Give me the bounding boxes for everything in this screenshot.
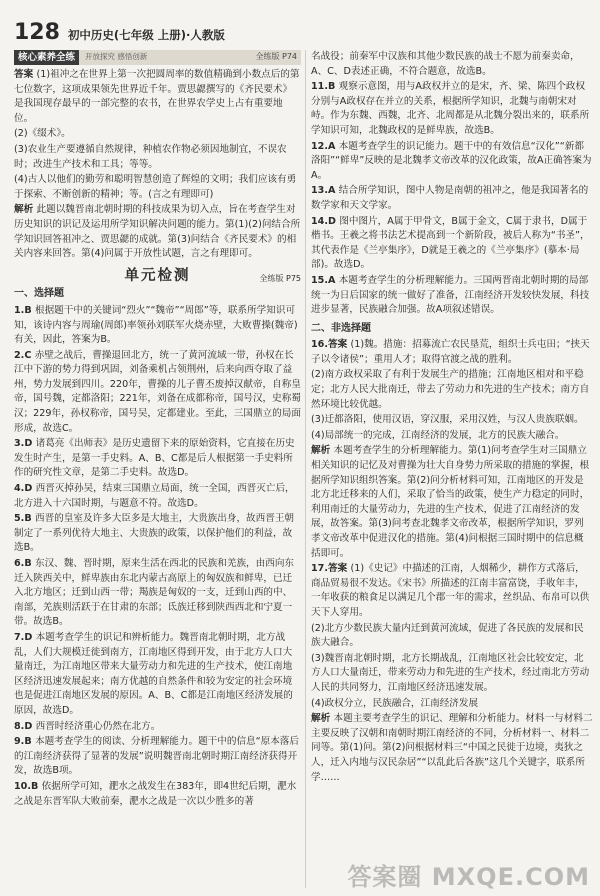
band-tag: 核心素养全练 [14,50,79,65]
answer-text: 西晋时经济重心仍然在北方。 [35,720,161,732]
page-number: 128 [14,20,60,45]
answer-item [311,274,593,318]
answer-item [311,184,593,213]
answer-text: 本题考查学生的识记能力。题干中的有效信息“汉化”“新都洛阳”“鲜卑”反映的是北魏孝文帝改革的汉化政策，故A正确答案为A。 [311,140,592,181]
choice-heading: 一、选择题 [14,288,64,300]
watermark-logo: 答案圈 MXQE.COM [347,863,590,891]
answer-key: 8.D [14,720,36,732]
answer-key: 9.B [14,736,35,748]
answer-paragraph [14,127,301,142]
section-band [14,50,301,65]
answer-key: 16.答案 [311,339,351,351]
answer-key: 13.A [311,185,339,197]
answer-text: (2)南方政权采取了有利于发展生产的措施；江南地区相对和平稳定；北方人民大批南迁，带去了劳动力和先进的生产技术；南方自然环境比较优越。 [311,369,590,410]
answer-key: 3.D [14,438,36,450]
answer-text: 本题考查学生的分析理解能力。三国两晋南北朝时期的局部统一为日后国家的统一做好了准备，江南经济开发较快发展，科技进步显著，民族融合加强。故A项叙述错误。 [311,274,590,316]
answer-text: 依据所学可知，淝水之战发生在383年，即4世纪后期，淝水之战是东晋军队大败前秦，淝水之战是一次以少胜多的著 [14,780,297,807]
answer-item [311,444,593,561]
answer-item [311,697,593,712]
answer-text: (2)北方少数民族大量内迁到黄河流域，促进了各民族的发展和民族大融合。 [311,622,584,649]
answer-item [14,304,301,348]
answer-text: 赤壁之战后，曹操退回北方，统一了黄河流域一带，孙权在长江中下游的势力得到巩固，刘备乘机占领荆州，后来向西夺取了益州，势力发展到四川。220年，曹操的儿子曹丕废掉汉献帝，自称皇帝，国号魏，定都洛阳；221年，刘备在成都称帝，国号汉，史称蜀汉；229年，孙权称帝，国号吴，定都建业。至此，三国鼎立的局面形成，故选C。 [14,349,301,434]
answer-key: 6.B [14,558,35,569]
answer-text: (2)《缀术》。 [14,128,71,140]
non-choice-answers [311,338,593,785]
answer-text: (1)祖冲之在世界上第一次把圆周率的数值精确到小数点后的第七位数字，这项成果领先世界近千年。贾思勰撰写的《齐民要术》是我国现存最早的一部完整的农书，在世界农学史上占有重要地位。 [14,69,300,124]
answer-item [311,50,593,79]
answer-key: 15.A [311,274,339,286]
answer-text: 结合所学知识，图中人物是南朝的祖冲之，他是我国著名的数学家和天文学家。 [311,185,589,211]
answer-text: (4)政权分立，民族融合，江南经济发展 [311,697,479,709]
answer-text: 西晋灭掉孙吴，结束三国鼎立局面，统一全国，西晋灭亡后，北方进入十六国时期，与题意不符。故选D。 [14,483,295,509]
answer-text: 根据题干中的关键词“烈火”“魏帝”“周郎”等，联系所学知识可知，该诗内容与周瑜(周郎)率领孙刘联军火烧赤壁，大败曹操(魏帝)有关，因此，答案为B。 [14,304,298,346]
answer-text: 图中图片，A属于甲骨文，B属于金文，C属于隶书，D属于楷书。王羲之将书法艺术提高到一个新阶段，被后人称为“书圣”，其代表作是《兰亭集序》，D就是王羲之的《兰亭集序》(摹本·局部)。故选D。 [311,215,590,271]
answer-text: 诸葛亮《出师表》是历史遗留下来的原始资料，它直接在历史发生时产生，是第一手史料。A、B、C都是后人根据第一手史料所作的研究性文章，是第二手史料。故选D。 [14,438,295,479]
answer-text: (4)古人以他们的勤劳和聪明智慧创造了辉煌的文明；我们应该有勇于探索、不断创新的精神；等。(言之有理即可) [14,174,297,200]
answer-key: 7.D [14,631,36,643]
answer-item [311,622,593,651]
answer-key: 4.D [14,483,36,495]
answer-item [311,413,593,428]
answer-key: 解析 [311,713,334,725]
answer-text: (1)魏。措施：招募流亡农民垦荒，组织士兵屯田；“挟天子以令诸侯”；重用人才；取得官渡之战的胜利。 [311,339,590,365]
choice-answers [14,304,301,809]
page-header [14,6,225,46]
answer-text: 本题考查学生的阅读、分析理解能力。题干中的信息“原本落后的江南经济获得了显著的发展”说明魏晋南北朝时期江南经济获得开发，故选B项。 [14,736,299,777]
band-subtitle: 开放探究 感悟创新 [85,52,148,62]
answer-item [311,429,593,444]
answer-item [14,735,301,779]
answer-key: 答案 [14,69,37,80]
answer-text: 西晋的皇室及许多大臣多是大地主，大贵族出身，故西晋王朝制定了一系列优待大地主、大贵族的政策，以保护他们的利益，故选B。 [14,513,295,554]
band-ref: 全练版 P74 [255,52,297,62]
right-column [311,50,593,786]
answer-block [14,68,301,262]
answer-key: 14.D [311,215,340,227]
answer-item [311,652,593,696]
answer-item [14,512,301,556]
answer-item [311,338,593,367]
book-title: 初中历史(七年级 上册)·人教版 [67,28,225,42]
section-title-text: 单元检测 [124,267,191,284]
answer-text: 本题考查学生的识记和辨析能力。魏晋南北朝时期，北方战乱，人们大规模迁徙到南方，江南地区得到开发，由于北方人口大量南迁，为江南地区带来大量劳动力和先进的生产技术，使江南地区经济迅速发展起来；南方优越的自然条件和较为安定的社会环境也是促进江南地区发展的原因。A、B、C都是江南地区经济发展的原因，故选D。 [14,631,293,716]
answer-text: (1)《史记》中描述的江南，人烟稀少，耕作方式落后，商品贸易很不发达。《宋书》所描述的江南丰富富饶，手收年丰，一年收获的粮食足以满足几个郡一年的需求，丝织品、布帛可以供天下人穿用。 [311,563,590,618]
answer-text: (3)迁都洛阳，使用汉语，穿汉服，采用汉姓，与汉人贵族联姻。 [311,414,584,426]
non-choice-heading: 二、非选择题 [311,322,371,334]
answer-key: 12.A [311,140,339,152]
answer-key: 17.答案 [311,563,351,575]
answer-text: (3)农业生产要遵循自然规律，种植农作物必须因地制宜，不误农时；改进生产技术和工具；等等。 [14,143,287,170]
answer-text: 本题考查学生的分析理解能力。第(1)问考查学生对三国鼎立相关知识的记忆及对曹操为壮大自身势力所采取的措施的掌握，根据所学知识组织答案。第(2)问分析材料可知，江南地区的开发是北方北迁移来的人们，采取了恰当的政策，使生产力稳定的同时，利用南迁的大量劳动力，先进的生产技术，促进了江南经济的发展，故答案。第(3)问考查北魏孝文帝改革，根据所学知识，罗列孝文帝改革中促进汉化的措施。第(4)问根据三国时期中的信息概括即可。 [311,445,590,559]
answer-item [311,215,593,273]
answer-key: 10.B [14,780,42,792]
answer-key: 11.B [311,81,339,93]
left-column [14,50,301,810]
answer-item [311,562,593,620]
answer-item [14,557,301,630]
answer-item [14,720,301,735]
answer-item [311,140,593,184]
answer-text: 东汉、魏、晋时期，原来生活在西北的民族和羌族，由西向东迁入陕西关中，鲜卑族由东北内蒙古高原上的匈奴族和鲜卑，已迁入北方地区；迁到山西一带；羯族是匈奴的一支，迁到山西的中、南部，羌族则活跃于在甘肃的东部；氐族迁移到陕西西北和宁夏一带。故选B。 [14,558,295,628]
answer-key: 1.B [14,304,35,316]
answer-text: (3)魏晋南北朝时期，北方长期战乱，江南地区社会比较安定，北方人口大量南迁，带来劳动力和先进的生产技术，经过南北方劳动人民的共同努力，江南地区经济迅速发展。 [311,652,590,693]
answer-paragraph [14,203,301,261]
section-ref: 全练版 P75 [259,273,301,283]
choice-answers-cont [311,50,593,318]
answer-item [14,482,301,511]
answer-text: 观察示意图，用与A政权并立的是宋，齐、梁、陈四个政权分别与A政权存在并立的关系，根据所学知识，北魏与南朝宋对峙。作为东魏、西魏，北齐、北周都是从北魏分裂出来的，联系所学知识可知，北魏政权的是鲜卑族，故选B。 [311,81,590,136]
answer-paragraph [14,173,301,202]
column-divider [305,50,306,888]
answer-item [14,437,301,481]
answer-key: 2.C [14,349,35,361]
answer-key: 5.B [14,513,35,525]
section-title [14,269,301,284]
answer-paragraph [14,143,301,172]
answer-text: (4)局部统一的完成，江南经济的发展，北方的民族大融合。 [311,429,565,441]
answer-item [311,712,593,785]
answer-item [311,368,593,412]
answer-key: 解析 [311,445,334,457]
answer-key: 解析 [14,204,37,216]
answer-paragraph [14,68,301,126]
answer-text: 此题以魏晋南北朝时期的科技成果为切入点，旨在考查学生对历史知识的识记及运用所学知识解决问题的能力。第(1)(2)问结合所学知识回答祖冲之、贾思勰的成就。第(3)问结合《齐民要术》的相关内容来回答。第(4)问属于开放性试题，言之有理即可。 [14,204,301,260]
answer-item [14,780,301,809]
answer-text: 名战役；前秦军中汉族和其他少数民族的战士不愿为前秦卖命，A、C、D表述正确，不符合题意，故选B。 [311,51,580,77]
answer-text: 本题主要考查学生的识记、理解和分析能力。材料一与材料二主要反映了汉朝和南朝时期江南经济的不同，分析材料一、材料二同等。第(1)问。第(2)问根据材料三“中国之民徙于边境，夷狄之人，迁入内地与汉民杂居”“以乱此后各族”这几个关键字，联系所学…… [311,713,593,783]
answer-item [311,80,593,138]
answer-item [14,349,301,437]
answer-item [14,631,301,719]
